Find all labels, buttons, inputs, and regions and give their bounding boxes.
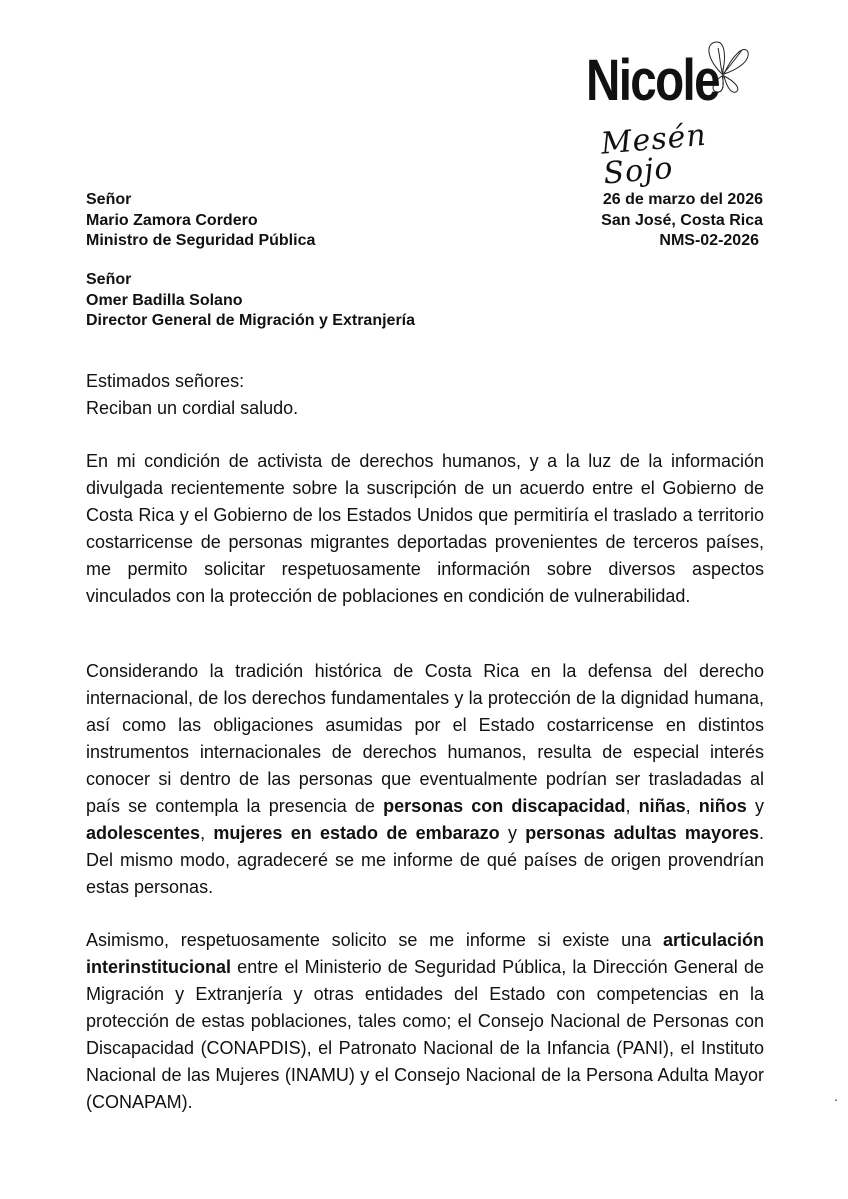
recipient-salutation: Señor xyxy=(86,191,132,208)
letter-date: 26 de marzo del 2026 xyxy=(602,191,763,208)
text-run: Asimismo, respetuosamente solicito se me informe si existe una xyxy=(86,930,663,950)
greeting-line: Estimados señores: xyxy=(86,371,245,391)
greeting xyxy=(86,368,764,422)
paragraph-2 xyxy=(86,658,764,901)
letter-place: San José, Costa Rica xyxy=(601,211,763,229)
recipient-1 xyxy=(86,190,315,252)
text-run: , xyxy=(625,796,639,816)
bold-run: mujeres en estado de embarazo xyxy=(213,823,500,843)
text-run: entre el Ministerio de Seguridad Pública, la Dirección General de Migración y Extranjería y otras entidades del Estado con competencias en la protección de estas poblaciones, tales como; el Consejo Nacional de Personas con Discapacidad (CONAPDIS), el Patronato Nacional de la Infancia (PANI), el Instituto Nacional de las Mujeres (INAMU) y el Consejo Nacional de la Persona Adulta Mayor (CONAPAM). xyxy=(86,957,764,1112)
letter-reference: NMS-02-2026 xyxy=(659,232,759,249)
bold-run: adolescentes xyxy=(86,823,201,843)
text-run: , xyxy=(685,796,699,816)
bold-run: niños xyxy=(698,796,747,816)
text-run: y xyxy=(746,796,764,816)
paragraph-3 xyxy=(86,927,764,1116)
letter-meta xyxy=(601,190,763,252)
paragraph-1: En mi condición de activista de derechos humanos, y a la luz de la información divulgada recientemente sobre la suscripción de un acuerdo entre el Gobierno de Costa Rica y el Gobierno de los Estados Unidos que permitiría el traslado a territorio costarricense de personas migrantes deportadas provenientes de terceros países, me permito solicitar respetuosamente información sobre diversos aspectos vinculados con la protección de poblaciones en condición de vulnerabilidad. xyxy=(86,451,764,606)
recipient-name: Mario Zamora Cordero xyxy=(86,211,258,229)
bold-run: personas con discapacidad xyxy=(383,796,626,816)
bold-run: personas adultas mayores xyxy=(525,823,759,843)
logo-script: Mesén Sojo xyxy=(599,117,709,192)
logo xyxy=(580,38,780,192)
recipient-title: Director General de Migración y Extranjería xyxy=(86,312,416,329)
logo-name: Nicole xyxy=(586,48,719,113)
text-run: . Del mismo modo, agradeceré se me informe de qué países de origen provendrían estas personas. xyxy=(86,823,764,897)
text-run: , xyxy=(200,823,214,843)
recipient-2 xyxy=(86,270,415,332)
footer-mark: . xyxy=(834,1088,838,1104)
text-run: Considerando la tradición histórica de Costa Rica en la defensa del derecho internacional, de los derechos fundamentales y la protección de la dignidad humana, así como las obligaciones asumidas por el Estado costarricense en distintos instrumentos internacionales de derechos humanos, resulta de especial interés conocer si dentro de las personas que eventualmente podrían ser trasladadas al país se contempla la presencia de xyxy=(86,661,764,816)
recipient-salutation: Señor xyxy=(86,271,132,288)
text-run: y xyxy=(499,823,526,843)
bold-run: niñas xyxy=(638,796,686,816)
bold-run: articulación interinstitucional xyxy=(86,930,764,977)
recipient-name: Omer Badilla Solano xyxy=(86,291,243,309)
greeting-line: Reciban un cordial saludo. xyxy=(86,398,299,418)
recipient-title: Ministro de Seguridad Pública xyxy=(86,232,316,249)
